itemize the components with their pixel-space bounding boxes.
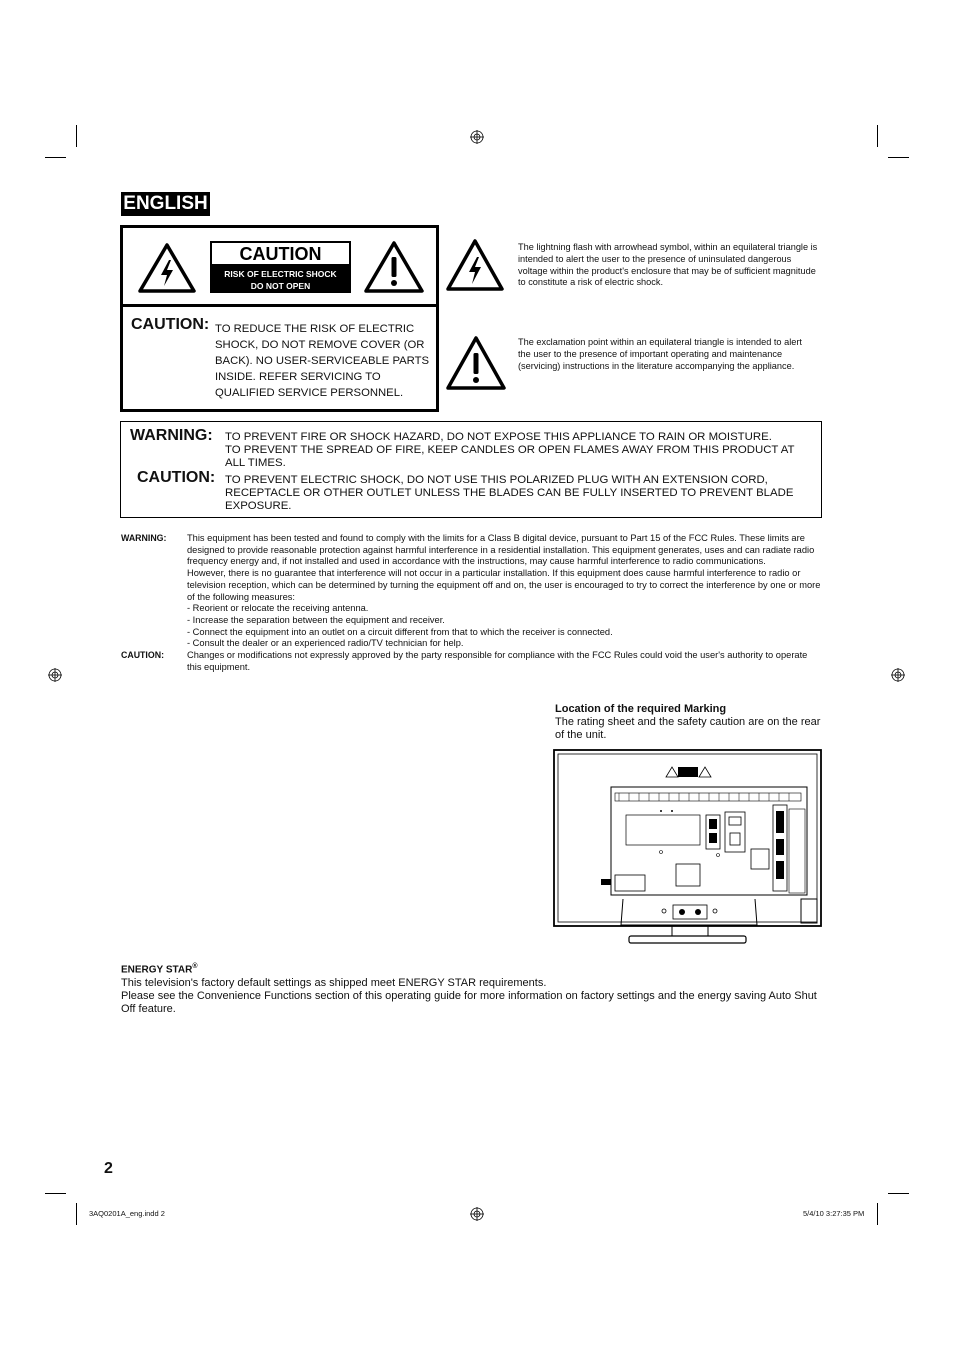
crop-mark — [888, 1193, 909, 1194]
exclamation-warning-icon — [363, 240, 425, 294]
fcc-warning-label: WARNING: — [121, 533, 167, 543]
fcc-caution-text: Changes or modifications not expressly approved by the party responsible for compliance with the FCC Rules could void the user's authority to operate this equipment. — [187, 650, 808, 672]
fcc-measure: - Connect the equipment into an outlet on a circuit different from that to which the receiver is connected. — [187, 626, 613, 637]
registration-mark-icon — [48, 668, 62, 682]
fcc-measure: - Reorient or relocate the receiving antenna. — [187, 603, 369, 614]
footer-timestamp: 5/4/10 3:27:35 PM — [803, 1209, 865, 1218]
energy-star-title: ENERGY STAR — [121, 964, 193, 976]
crop-mark — [76, 1203, 77, 1225]
fcc-statement — [121, 533, 821, 673]
marking-location-text: The rating sheet and the safety caution are on the rear of the unit. — [555, 716, 821, 741]
registration-mark-icon — [891, 668, 905, 682]
caution-banner-title: CAUTION — [212, 243, 349, 264]
caution-text-2: TO PREVENT ELECTRIC SHOCK, DO NOT USE THIS POLARIZED PLUG WITH AN EXTENSION CORD, RECEPTACLE OR OTHER OUTLET UNLESS THE BLADES CAN BE FULLY INSERTED TO PREVENT BLADE EXPOSURE. — [225, 474, 794, 512]
crop-mark — [877, 1203, 878, 1225]
energy-star-section — [121, 960, 821, 1016]
energy-star-line2: Please see the Convenience Functions section of this operating guide for more information on factory settings and the energy saving Auto Shut Off feature. — [121, 989, 817, 1015]
fcc-measure: - Increase the separation between the equipment and receiver. — [187, 614, 445, 625]
crop-mark — [45, 1193, 66, 1194]
fcc-caution-label: CAUTION: — [121, 650, 165, 661]
warning-line1: TO PREVENT FIRE OR SHOCK HAZARD, DO NOT EXPOSE THIS APPLIANCE TO RAIN OR MOISTURE. — [225, 431, 772, 443]
fcc-measure: - Consult the dealer or an experienced radio/TV technician for help. — [187, 638, 464, 649]
lightning-symbol-icon — [445, 238, 505, 292]
crop-mark — [76, 125, 77, 147]
registration-mark-icon — [470, 130, 484, 144]
caution-banner-line2: DO NOT OPEN — [250, 281, 311, 291]
lightning-warning-icon — [137, 242, 197, 294]
exclamation-symbol-icon — [445, 335, 507, 391]
warning-box — [120, 421, 822, 518]
fcc-guarantee-paragraph: However, there is no guarantee that interference will not occur in a particular installation. If this equipment does cause harmful interference to radio or television reception, which can be determined by turning the equipment off and on, the user is encouraged to try to correct the interference by one or more of the following measures: — [187, 568, 821, 602]
fcc-warning-paragraph: This equipment has been tested and found to comply with the limits for a Class B digital device, pursuant to Part 15 of the FCC Rules. These limits are designed to provide reasonable protection against harmful interference in a residential installation. This equipment generates, uses and can radiate radio frequency energy and, if not installed and used in accordance with the instructions, may cause harmful interference to radio communications. — [187, 533, 815, 567]
caution-label-2: CAUTION: — [137, 469, 216, 486]
caution-label: CAUTION: — [131, 316, 210, 333]
marking-location-title: Location of the required Marking — [555, 703, 727, 715]
caution-banner-line1: RISK OF ELECTRIC SHOCK — [224, 269, 337, 279]
warning-line2: TO PREVENT THE SPREAD OF FIRE, KEEP CANDLES OR OPEN FLAMES AWAY FROM THIS PRODUCT AT ALL TIMES. — [225, 444, 795, 469]
page-number: 2 — [104, 1160, 113, 1177]
caution-box-divider — [123, 304, 436, 307]
tv-rear-illustration — [553, 749, 823, 949]
warning-label: WARNING: — [130, 427, 213, 444]
caution-banner — [210, 241, 351, 293]
crop-mark — [877, 125, 878, 147]
crop-mark — [45, 157, 66, 158]
caution-box — [120, 225, 439, 412]
footer-file: 3AQ0201A_eng.indd 2 — [89, 1209, 165, 1218]
language-tab: ENGLISH — [121, 192, 210, 216]
caution-text: TO REDUCE THE RISK OF ELECTRIC SHOCK, DO NOT REMOVE COVER (OR BACK). NO USER-SERVICEABLE PARTS INSIDE. REFER SERVICING TO QUALIFIED SERVICE PERSONNEL. — [215, 323, 430, 399]
marking-location — [555, 703, 821, 742]
registered-mark: ® — [192, 963, 198, 970]
exclamation-symbol-note: The exclamation point within an equilateral triangle is intended to alert the user to the presence of important operating and maintenance (servicing) instructions in the literature accompanying the appliance. — [518, 337, 802, 371]
energy-star-line1: This television's factory default settings as shipped meet ENERGY STAR requirements. — [121, 976, 547, 989]
registration-mark-icon — [470, 1207, 484, 1221]
crop-mark — [888, 157, 909, 158]
lightning-symbol-note: The lightning flash with arrowhead symbol, within an equilateral triangle is intended to alert the user to the presence of uninsulated dangerous voltage within the product's enclosure that may be of sufficient magnitude to constitute a risk of electric shock. — [518, 242, 818, 288]
